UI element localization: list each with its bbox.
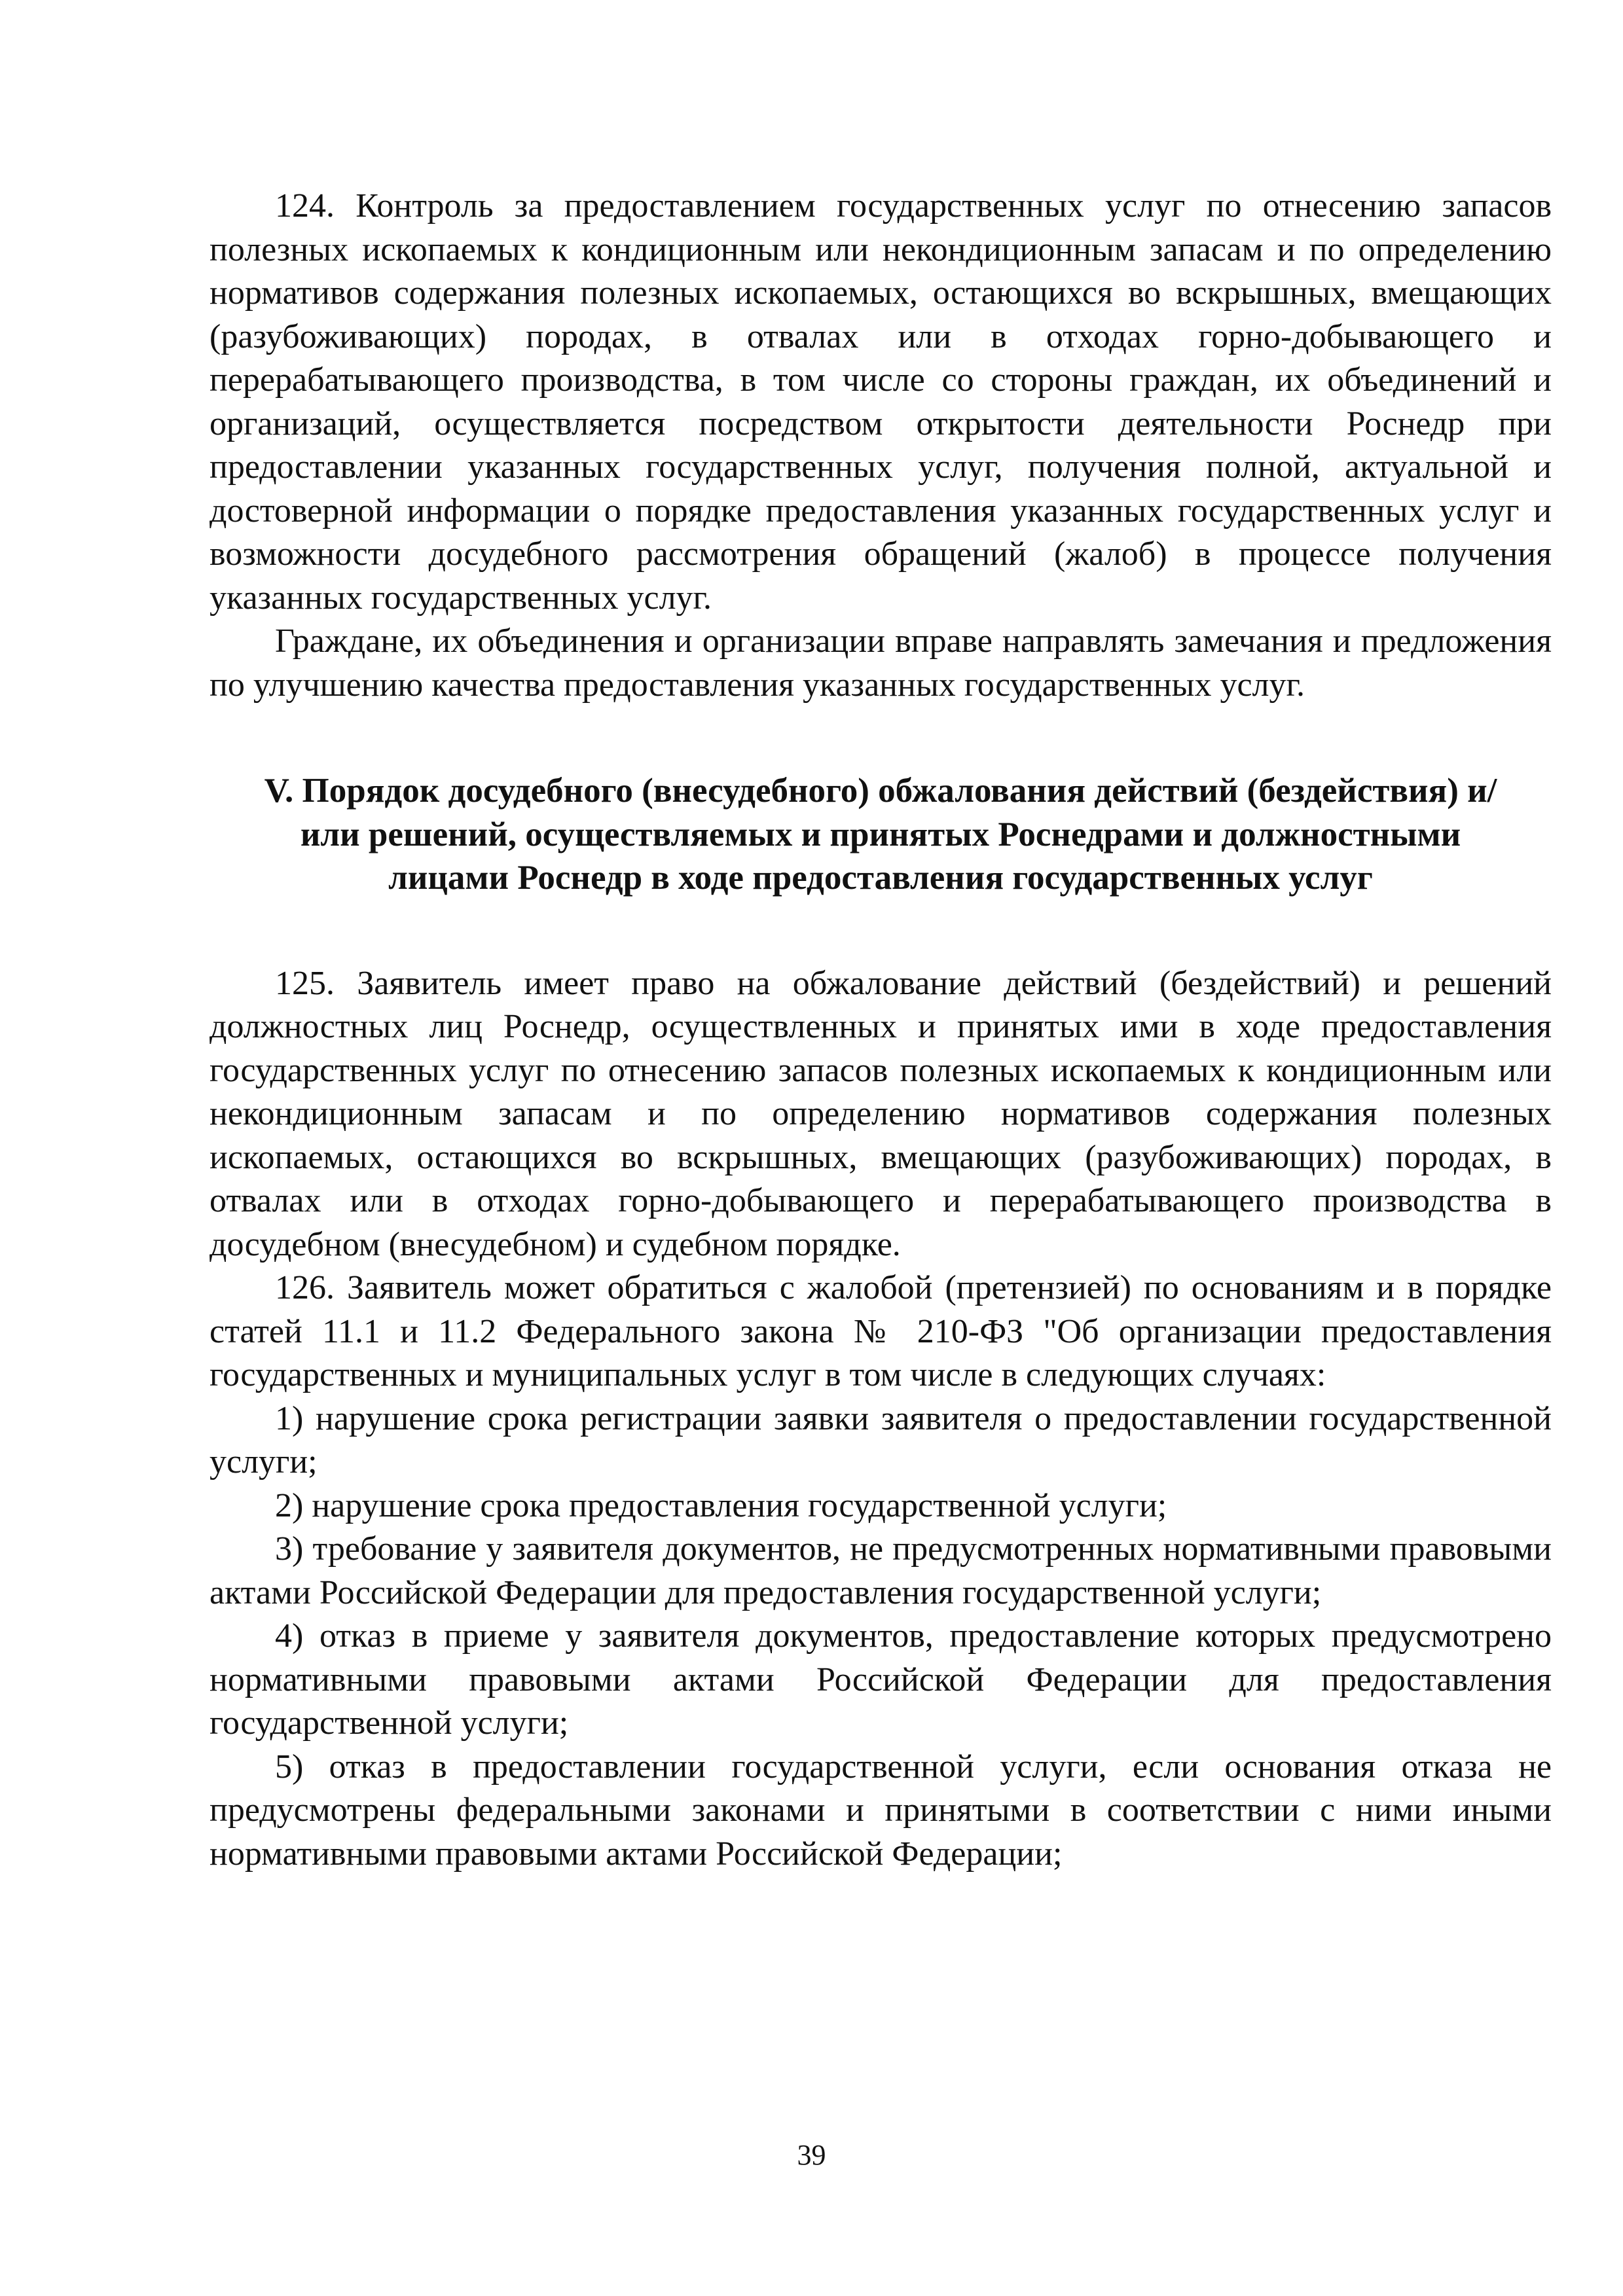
list-item-1: 1) нарушение срока регистрации заявки заявителя о предоставлении государственной услуги; [210,1399,1552,1480]
paragraph-124-citizens: Граждане, их объединения и организации вправе направлять замечания и предложения по улучшению качества предоставления указанных государственных услуг. [210,622,1552,704]
list-item-5: 5) отказ в предоставлении государственной услуги, если основания отказа не предусмотрены федеральными законами и принятыми в соответствии с ними иными нормативными правовыми актами Российской Федерации; [210,1748,1552,1873]
page-content [210,185,1552,1876]
page-number: 39 [797,2139,826,2171]
paragraph-125: 125. Заявитель имеет право на обжалование действий (бездействий) и решений должностных лиц Роснедр, осуществленных и принятых ими в ходе предоставления государственных услуг по отнесению запасов полезных ископаемых к кондиционным или некондиционным запасам и по определению нормативов содержания полезных ископаемых, остающихся во вскрышных, вмещающих (разубоживающих) породах, в отвалах или в отходах горно-добывающего и перерабатывающего производства в досудебном (внесудебном) и судебном порядке. [210,964,1552,1263]
list-item-4: 4) отказ в приеме у заявителя документов, предоставление которых предусмотрено нормативными правовыми актами Российской Федерации для предоставления государственной услуги; [210,1617,1552,1742]
paragraph-124: 124. Контроль за предоставлением государственных услуг по отнесению запасов полезных ископаемых к кондиционным или некондиционным запасам и по определению нормативов содержания полезных ископаемых, остающихся во вскрышных, вмещающих (разубоживающих) породах, в отвалах или в отходах горно-добывающего и перерабатывающего производства, в том числе со стороны граждан, их объединений и организаций, осуществляется посредством открытости деятельности Роснедр при предоставлении указанных государственных услуг, получения полной, актуальной и достоверной информации о порядке предоставления указанных государственных услуг и возможности досудебного рассмотрения обращений (жалоб) в процессе получения указанных государственных услуг. [210,187,1552,617]
list-item-3: 3) требование у заявителя документов, не предусмотренных нормативными правовыми актами Российской Федерации для предоставления государственной услуги; [210,1530,1552,1611]
list-item-2: 2) нарушение срока предоставления государственной услуги; [275,1486,1167,1524]
paragraph-126: 126. Заявитель может обратиться с жалобой (претензией) по основаниям и в порядке статей 11.1 и 11.2 Федерального закона № 210-ФЗ "Об организации предоставления государственных и муниципальных услуг в том числе в следующих случаях: [210,1269,1552,1393]
section-v-heading: V. Порядок досудебного (внесудебного) обжалования действий (бездействия) и/или решений, осуществляемых и принятых Роснедрами и должностными лицами Роснедр в ходе предоставления государственных услуг [264,772,1497,897]
